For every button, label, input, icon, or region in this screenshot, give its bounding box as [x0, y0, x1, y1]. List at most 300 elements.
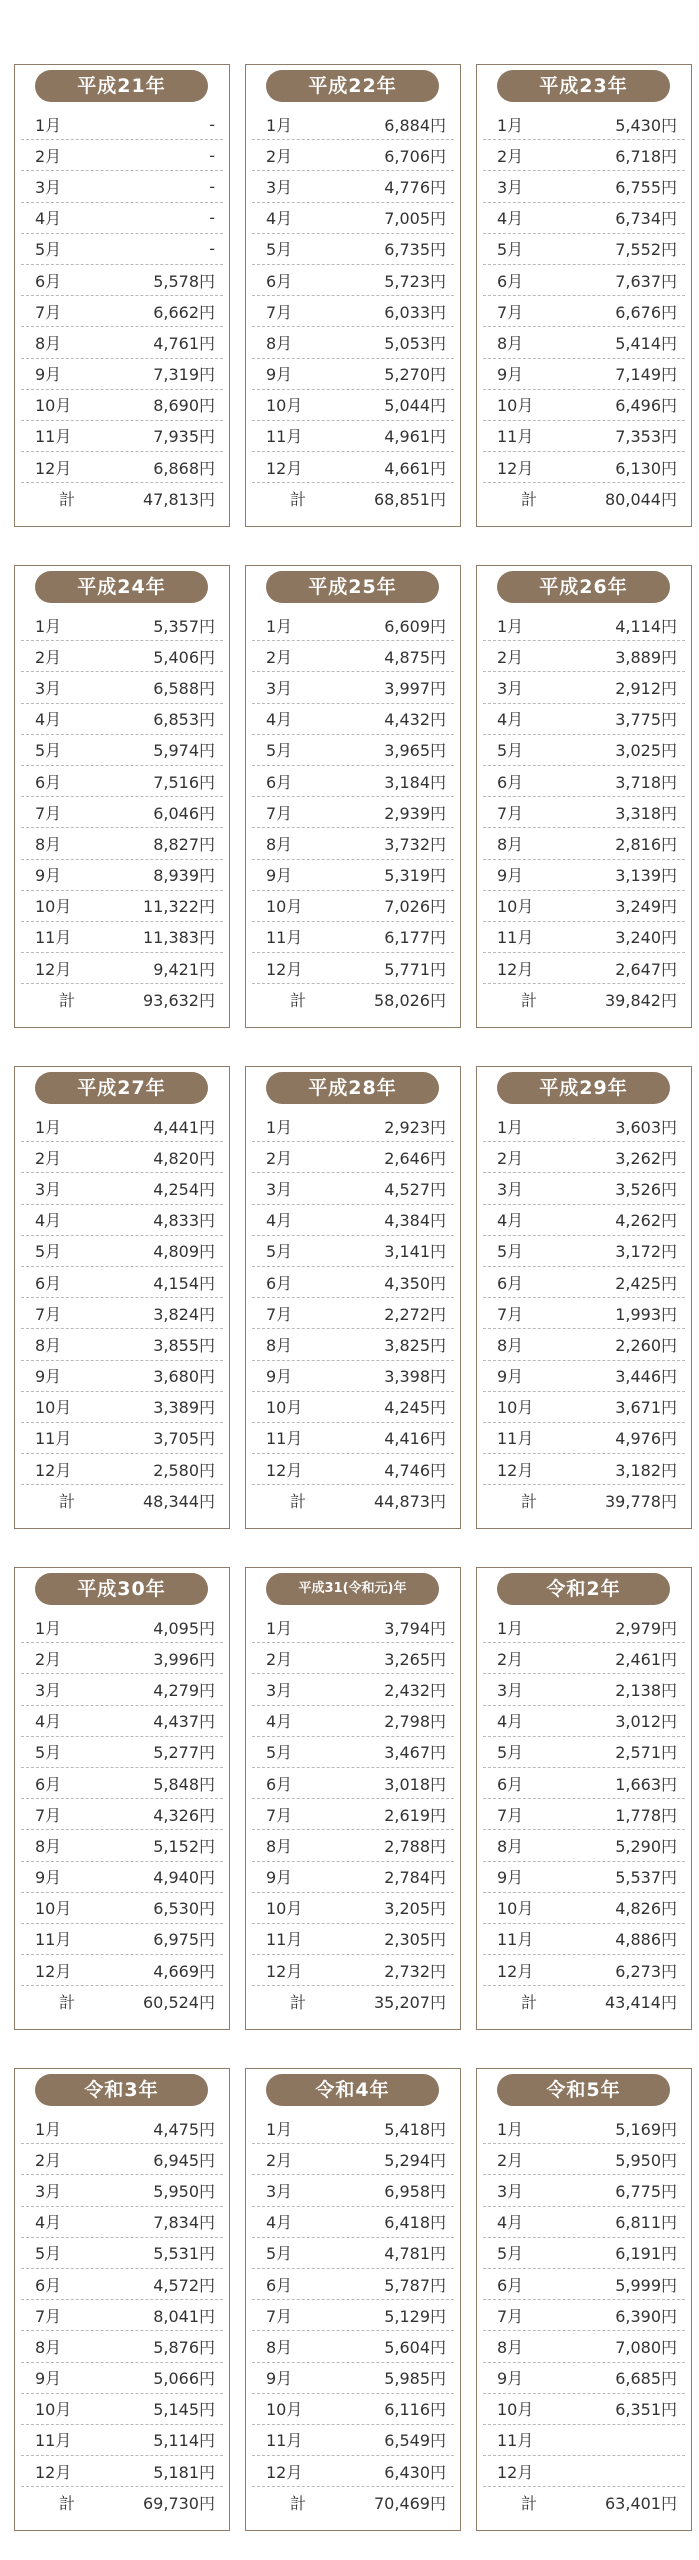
year-title-badge: 平成28年: [266, 1072, 439, 1104]
month-row: [252, 2175, 454, 2206]
month-row: [252, 1142, 454, 1173]
month-value: 5,418円: [384, 2119, 446, 2139]
month-value: 2,784円: [384, 1868, 446, 1888]
month-row: [252, 421, 454, 452]
month-value: 3,205円: [384, 1899, 446, 1919]
month-row: [483, 2425, 685, 2456]
month-value: 2,619円: [384, 1805, 446, 1825]
month-label: 5月: [35, 1242, 62, 1262]
total-label: 計: [289, 991, 306, 1011]
month-row: [21, 140, 223, 171]
month-row: [483, 2144, 685, 2175]
month-value: 4,245円: [384, 1398, 446, 1418]
month-row: [21, 828, 223, 859]
year-title-badge: 平成23年: [497, 70, 670, 102]
month-value: 6,418円: [384, 2213, 446, 2233]
month-row: [483, 1706, 685, 1737]
month-label: 4月: [497, 2213, 524, 2233]
total-value: 63,401円: [605, 2494, 677, 2514]
month-row: [21, 2394, 223, 2425]
month-value: 4,833円: [153, 1211, 215, 1231]
month-value: 2,912円: [615, 678, 677, 698]
month-value: 3,265円: [384, 1649, 446, 1669]
month-label: 11月: [266, 1930, 303, 1950]
month-row: [252, 1236, 454, 1267]
month-row: [483, 1423, 685, 1454]
month-value: 6,496円: [615, 396, 677, 416]
month-label: 12月: [35, 1460, 72, 1480]
year-card: [476, 1066, 692, 1529]
month-value: 4,886円: [615, 1930, 677, 1950]
month-value: 6,734円: [615, 209, 677, 229]
month-label: 2月: [497, 1649, 524, 1669]
total-label: 計: [58, 2494, 75, 2514]
month-label: 2月: [266, 146, 293, 166]
month-label: 9月: [35, 365, 62, 385]
total-label: 計: [520, 490, 537, 510]
month-value: 2,260円: [615, 1335, 677, 1355]
month-rows: [252, 109, 454, 514]
month-row: [483, 2394, 685, 2425]
month-label: 8月: [266, 1836, 293, 1856]
month-label: 5月: [497, 1242, 524, 1262]
month-label: 8月: [35, 1836, 62, 1856]
month-label: 3月: [266, 177, 293, 197]
month-row: [21, 1205, 223, 1236]
month-row: [252, 2363, 454, 2394]
month-row: [483, 2238, 685, 2269]
month-row: [252, 1862, 454, 1893]
month-row: [483, 953, 685, 984]
month-label: 10月: [497, 897, 534, 917]
month-label: 2月: [35, 146, 62, 166]
month-row: [483, 1955, 685, 1986]
month-row: [21, 1830, 223, 1861]
month-value: 4,262円: [615, 1211, 677, 1231]
month-label: 7月: [266, 1805, 293, 1825]
month-value: 6,685円: [615, 2369, 677, 2389]
month-value: -: [209, 208, 215, 228]
month-label: 1月: [497, 616, 524, 636]
total-row: [483, 1485, 685, 1516]
month-row: [21, 1737, 223, 1768]
month-label: 7月: [35, 1805, 62, 1825]
month-label: 7月: [497, 1805, 524, 1825]
month-row: [21, 1423, 223, 1454]
month-row: [21, 2300, 223, 2331]
month-value: 6,718円: [615, 146, 677, 166]
month-value: 7,026円: [384, 897, 446, 917]
month-row: [483, 1799, 685, 1830]
total-value: 39,842円: [605, 991, 677, 1011]
month-row: [483, 860, 685, 891]
month-row: [483, 2269, 685, 2300]
month-label: 4月: [497, 710, 524, 730]
month-label: 8月: [497, 1335, 524, 1355]
month-label: 6月: [497, 1774, 524, 1794]
month-row: [21, 2331, 223, 2362]
month-row: [21, 390, 223, 421]
month-label: 3月: [497, 678, 524, 698]
month-value: 5,950円: [615, 2150, 677, 2170]
month-label: 8月: [35, 2337, 62, 2357]
year-title-badge: 令和2年: [497, 1573, 670, 1605]
month-rows: [21, 1612, 223, 2017]
month-row: [483, 265, 685, 296]
month-value: 5,319円: [384, 866, 446, 886]
month-row: [21, 1454, 223, 1485]
month-row: [252, 2238, 454, 2269]
month-rows: [252, 610, 454, 1015]
month-value: 5,848円: [153, 1774, 215, 1794]
month-rows: [21, 1111, 223, 1516]
month-row: [483, 1612, 685, 1643]
month-value: 5,974円: [153, 741, 215, 761]
month-row: [252, 390, 454, 421]
month-row: [483, 704, 685, 735]
month-row: [252, 1830, 454, 1861]
month-label: 4月: [497, 1712, 524, 1732]
month-row: [252, 171, 454, 202]
month-row: [21, 359, 223, 390]
year-card: [14, 2068, 230, 2531]
month-label: 7月: [35, 803, 62, 823]
month-value: 6,958円: [384, 2181, 446, 2201]
month-row: [21, 1924, 223, 1955]
month-value: 3,262円: [615, 1148, 677, 1168]
month-label: 8月: [497, 2337, 524, 2357]
month-value: 5,114円: [153, 2431, 215, 2451]
month-value: 3,965円: [384, 741, 446, 761]
total-value: 44,873円: [374, 1492, 446, 1512]
month-label: 2月: [497, 1148, 524, 1168]
month-value: 7,637円: [615, 271, 677, 291]
month-value: 6,868円: [153, 458, 215, 478]
month-value: 2,979円: [615, 1618, 677, 1638]
month-row: [252, 452, 454, 483]
month-row: [483, 1267, 685, 1298]
month-value: 6,609円: [384, 616, 446, 636]
month-row: [483, 1142, 685, 1173]
month-value: 3,794円: [384, 1618, 446, 1638]
month-row: [483, 1893, 685, 1924]
total-row: [21, 2487, 223, 2518]
month-value: 3,389円: [153, 1398, 215, 1418]
month-value: 4,527円: [384, 1179, 446, 1199]
year-card: [14, 1567, 230, 2030]
month-label: 4月: [497, 209, 524, 229]
total-row: [252, 1485, 454, 1516]
month-value: 5,129円: [384, 2306, 446, 2326]
year-title-badge: 平成27年: [35, 1072, 208, 1104]
month-label: 3月: [266, 1680, 293, 1700]
month-row: [252, 203, 454, 234]
month-row: [483, 421, 685, 452]
month-row: [252, 1674, 454, 1705]
month-row: [21, 2425, 223, 2456]
month-label: 5月: [266, 2244, 293, 2264]
year-title-badge: 平成24年: [35, 571, 208, 603]
month-value: 5,270円: [384, 365, 446, 385]
month-value: 3,855円: [153, 1335, 215, 1355]
month-row: [252, 672, 454, 703]
month-label: 8月: [35, 1335, 62, 1355]
month-label: 1月: [35, 2119, 62, 2139]
month-label: 11月: [35, 427, 72, 447]
total-value: 58,026円: [374, 991, 446, 1011]
month-row: [483, 922, 685, 953]
month-label: 12月: [35, 959, 72, 979]
month-label: 5月: [266, 741, 293, 761]
month-label: 8月: [266, 834, 293, 854]
month-label: 12月: [35, 2462, 72, 2482]
month-row: [483, 2113, 685, 2144]
month-value: 6,975円: [153, 1930, 215, 1950]
month-value: 3,318円: [615, 803, 677, 823]
month-row: [252, 1392, 454, 1423]
month-row: [252, 265, 454, 296]
month-value: 5,145円: [153, 2400, 215, 2420]
month-label: 4月: [266, 209, 293, 229]
month-label: 3月: [497, 177, 524, 197]
month-label: 2月: [35, 1148, 62, 1168]
month-label: 1月: [497, 1117, 524, 1137]
month-value: 8,827円: [153, 834, 215, 854]
month-row: [252, 1924, 454, 1955]
month-rows: [483, 109, 685, 514]
month-value: 3,182円: [615, 1460, 677, 1480]
month-row: [21, 704, 223, 735]
month-value: 3,467円: [384, 1743, 446, 1763]
month-value: 2,923円: [384, 1117, 446, 1137]
month-label: 6月: [35, 772, 62, 792]
year-title-badge: 平成21年: [35, 70, 208, 102]
month-label: 7月: [35, 2306, 62, 2326]
year-title-badge: 令和5年: [497, 2074, 670, 2106]
month-value: 4,961円: [384, 427, 446, 447]
month-row: [483, 2331, 685, 2362]
month-label: 5月: [266, 1743, 293, 1763]
month-value: 4,669円: [153, 1961, 215, 1981]
month-value: 4,279円: [153, 1680, 215, 1700]
month-row: [483, 1454, 685, 1485]
total-value: 70,469円: [374, 2494, 446, 2514]
month-label: 9月: [35, 1367, 62, 1387]
month-label: 4月: [35, 710, 62, 730]
month-value: 3,018円: [384, 1774, 446, 1794]
month-label: 4月: [35, 1712, 62, 1732]
month-label: 2月: [266, 1649, 293, 1669]
month-value: 2,939円: [384, 803, 446, 823]
month-value: 6,430円: [384, 2462, 446, 2482]
month-label: 7月: [35, 1304, 62, 1324]
month-label: 9月: [266, 2369, 293, 2389]
month-value: 4,746円: [384, 1460, 446, 1480]
total-label: 計: [289, 490, 306, 510]
month-label: 7月: [497, 1304, 524, 1324]
month-row: [252, 953, 454, 984]
month-value: 3,184円: [384, 772, 446, 792]
month-value: 2,732円: [384, 1961, 446, 1981]
month-row: [483, 1361, 685, 1392]
month-label: 7月: [266, 1304, 293, 1324]
month-row: [252, 1111, 454, 1142]
month-value: 3,526円: [615, 1179, 677, 1199]
total-value: 48,344円: [143, 1492, 215, 1512]
month-row: [252, 828, 454, 859]
month-value: 3,240円: [615, 928, 677, 948]
month-value: 6,884円: [384, 115, 446, 135]
month-row: [252, 891, 454, 922]
month-label: 1月: [35, 115, 62, 135]
month-label: 11月: [266, 2431, 303, 2451]
month-label: 6月: [497, 1273, 524, 1293]
month-label: 5月: [35, 240, 62, 260]
month-label: 1月: [497, 1618, 524, 1638]
month-row: [483, 1924, 685, 1955]
month-value: 6,588円: [153, 678, 215, 698]
month-value: 7,935円: [153, 427, 215, 447]
month-label: 11月: [266, 928, 303, 948]
year-title-badge: 平成31(令和元)年: [266, 1573, 439, 1605]
month-label: 9月: [497, 1367, 524, 1387]
month-label: 5月: [266, 240, 293, 260]
month-value: 2,432円: [384, 1680, 446, 1700]
month-value: 6,390円: [615, 2306, 677, 2326]
month-label: 11月: [35, 2431, 72, 2451]
month-label: 12月: [35, 1961, 72, 1981]
month-row: [252, 2331, 454, 2362]
month-label: 11月: [497, 427, 534, 447]
month-value: 6,116円: [384, 2400, 446, 2420]
month-value: 5,066円: [153, 2369, 215, 2389]
total-row: [21, 984, 223, 1015]
month-value: 3,172円: [615, 1242, 677, 1262]
month-row: [21, 109, 223, 140]
month-row: [252, 735, 454, 766]
month-label: 11月: [266, 1429, 303, 1449]
month-label: 4月: [35, 209, 62, 229]
month-row: [21, 1862, 223, 1893]
month-value: 4,809円: [153, 1242, 215, 1262]
month-row: [21, 2175, 223, 2206]
month-label: 11月: [497, 1429, 534, 1449]
month-row: [21, 2363, 223, 2394]
month-value: 7,080円: [615, 2337, 677, 2357]
month-value: 4,661円: [384, 458, 446, 478]
month-label: 5月: [497, 741, 524, 761]
month-row: [483, 452, 685, 483]
month-value: 3,398円: [384, 1367, 446, 1387]
month-value: 6,530円: [153, 1899, 215, 1919]
month-label: 3月: [35, 1680, 62, 1700]
month-label: 8月: [35, 834, 62, 854]
month-row: [252, 610, 454, 641]
month-row: [21, 2238, 223, 2269]
month-value: 3,680円: [153, 1367, 215, 1387]
month-value: 4,114円: [615, 616, 677, 636]
month-row: [252, 922, 454, 953]
total-label: 計: [520, 2494, 537, 2514]
total-row: [21, 1986, 223, 2017]
month-value: 4,437円: [153, 1712, 215, 1732]
month-row: [252, 704, 454, 735]
month-label: 3月: [266, 678, 293, 698]
month-label: 12月: [266, 959, 303, 979]
month-value: 5,044円: [384, 396, 446, 416]
month-value: 4,432円: [384, 710, 446, 730]
month-row: [483, 672, 685, 703]
month-label: 6月: [35, 1273, 62, 1293]
month-label: 3月: [35, 678, 62, 698]
month-label: 6月: [266, 2275, 293, 2295]
year-card: [476, 64, 692, 527]
month-label: 9月: [497, 1868, 524, 1888]
month-row: [483, 359, 685, 390]
month-label: 2月: [497, 2150, 524, 2170]
month-value: 8,690円: [153, 396, 215, 416]
month-row: [21, 234, 223, 265]
month-row: [252, 860, 454, 891]
month-value: -: [209, 114, 215, 134]
month-rows: [21, 109, 223, 514]
month-label: 4月: [266, 1211, 293, 1231]
month-value: 3,718円: [615, 772, 677, 792]
month-value: 5,430円: [615, 115, 677, 135]
month-value: 4,572円: [153, 2275, 215, 2295]
year-card: [245, 64, 461, 527]
month-row: [21, 672, 223, 703]
month-label: 11月: [266, 427, 303, 447]
month-row: [252, 2269, 454, 2300]
month-value: 2,138円: [615, 1680, 677, 1700]
month-label: 5月: [497, 240, 524, 260]
month-row: [252, 2456, 454, 2487]
year-title-badge: 平成30年: [35, 1573, 208, 1605]
month-row: [21, 953, 223, 984]
month-value: 2,646円: [384, 1148, 446, 1168]
month-label: 5月: [497, 2244, 524, 2264]
month-label: 12月: [266, 1961, 303, 1981]
month-label: 12月: [35, 458, 72, 478]
total-value: 80,044円: [605, 490, 677, 510]
month-row: [21, 1329, 223, 1360]
total-label: 計: [520, 1993, 537, 2013]
month-value: 5,876円: [153, 2337, 215, 2357]
month-row: [252, 2425, 454, 2456]
month-label: 7月: [266, 2306, 293, 2326]
month-label: 10月: [35, 1398, 72, 1418]
month-value: 7,005円: [384, 209, 446, 229]
month-row: [483, 203, 685, 234]
month-row: [252, 234, 454, 265]
month-value: 6,853円: [153, 710, 215, 730]
month-row: [483, 1329, 685, 1360]
month-label: 10月: [266, 1899, 303, 1919]
month-row: [483, 140, 685, 171]
month-rows: [483, 1111, 685, 1516]
month-row: [483, 1674, 685, 1705]
month-row: [21, 610, 223, 641]
month-value: 1,663円: [615, 1774, 677, 1794]
year-card: [476, 565, 692, 1028]
month-label: 8月: [35, 333, 62, 353]
month-value: 2,461円: [615, 1649, 677, 1669]
month-value: 3,603円: [615, 1117, 677, 1137]
month-label: 9月: [497, 365, 524, 385]
month-label: 10月: [35, 396, 72, 416]
month-label: 3月: [266, 2181, 293, 2201]
